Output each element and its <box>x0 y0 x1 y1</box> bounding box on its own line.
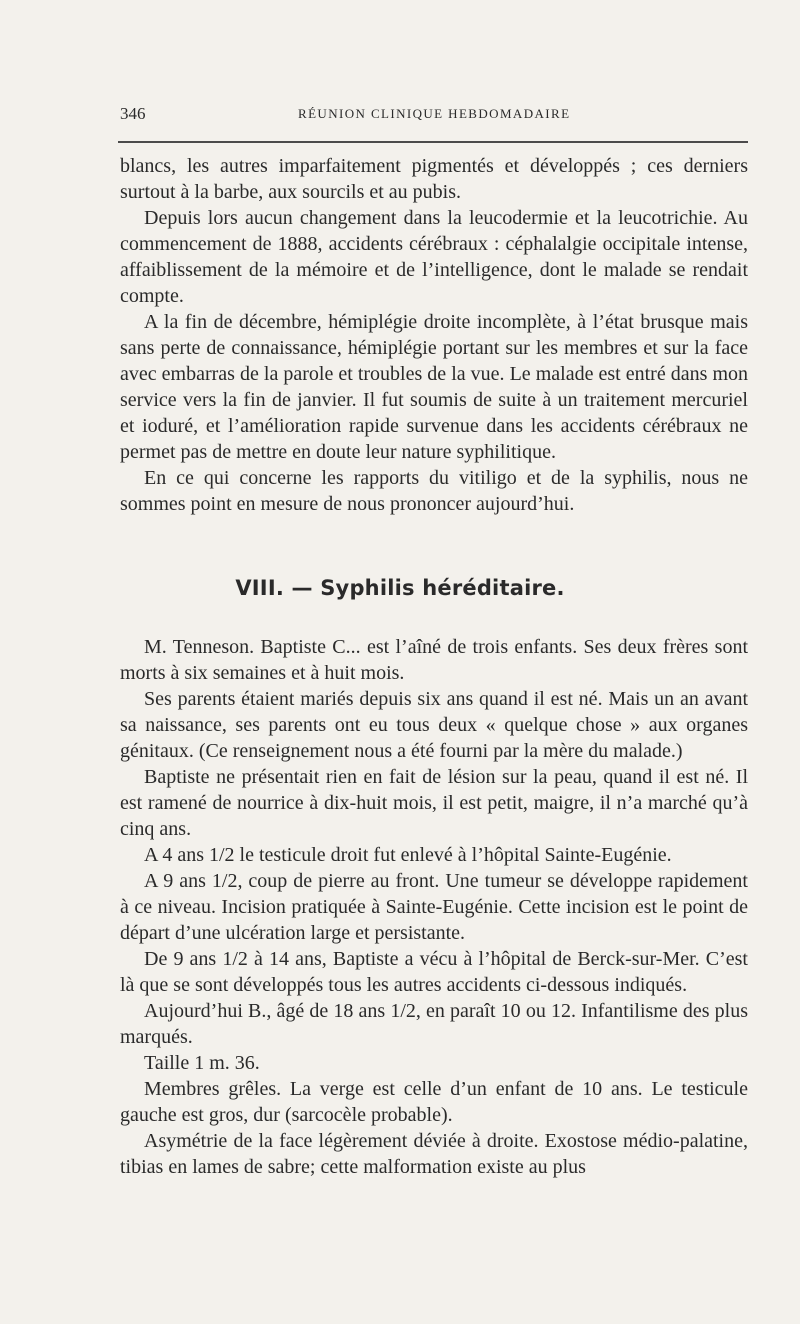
paragraph: En ce qui concerne les rapports du vitiligo et de la syphilis, nous ne sommes point en mesure de nous prononcer aujourd’hui. <box>120 467 748 515</box>
paragraph: Taille 1 m. 36. <box>144 1052 260 1074</box>
paragraph: A 9 ans 1/2, coup de pierre au front. Une tumeur se développe rapidement à ce niveau. Incision pratiquée à Sainte-Eugénie. Cette incision est le point de départ d’une ulcération large et persistante. <box>120 870 748 944</box>
paragraph: Baptiste ne présentait rien en fait de lésion sur la peau, quand il est né. Il est ramené de nourrice à dix-huit mois, il est petit, maigre, il n’a marché qu’à cinq ans. <box>120 766 748 840</box>
paragraph <box>120 634 748 686</box>
section-title: VIII. — Syphilis héréditaire. <box>235 576 565 600</box>
running-head: RÉUNION CLINIQUE HEBDOMADAIRE <box>298 106 571 121</box>
page-number: 346 <box>120 104 146 123</box>
paragraph: De 9 ans 1/2 à 14 ans, Baptiste a vécu à l’hôpital de Berck-sur-Mer. C’est là que se sont développés tous les autres accidents ci-dessous indiqués. <box>120 948 748 996</box>
paragraph: A 4 ans 1/2 le testicule droit fut enlevé à l’hôpital Sainte-Eugénie. <box>144 844 672 866</box>
page-header <box>120 104 748 130</box>
paragraph: A la fin de décembre, hémiplégie droite incomplète, à l’état brusque mais sans perte de connaissance, hémiplégie portant sur les membres et sur la face avec embarras de la parole et troubles de la vue. Le malade est entré dans mon service vers la fin de janvier. Il fut soumis de suite à un traitement mercuriel et ioduré, et l’amélioration rapide survenue dans les accidents cérébraux ne permet pas de mettre en doute leur nature syphilitique. <box>120 311 748 463</box>
paragraph: Aujourd’hui B., âgé de 18 ans 1/2, en paraît 10 ou 12. Infantilisme des plus marqués. <box>120 1000 748 1048</box>
paragraph: Membres grêles. La verge est celle d’un enfant de 10 ans. Le testicule gauche est gros, dur (sarcocèle probable). <box>120 1078 748 1126</box>
paragraph-text: Baptiste C... est l’aîné de trois enfants. Ses deux frères sont morts à six semaines et à huit mois. <box>120 636 748 684</box>
paragraph: Asymétrie de la face légèrement déviée à droite. Exostose médio-palatine, tibias en lames de sabre; cette malformation existe au plus <box>120 1130 748 1178</box>
paragraph: Depuis lors aucun changement dans la leucodermie et la leucotrichie. Au commencement de 1888, accidents cérébraux : céphalalgie occipitale intense, affaiblissement de la mémoire et de l’intelligence, dont le malade se rendait compte. <box>120 207 748 307</box>
paragraph: Ses parents étaient mariés depuis six ans quand il est né. Mais un an avant sa naissance, ses parents ont eu tous deux « quelque chose » aux organes génitaux. (Ce renseignement nous a été fourni par la mère du malade.) <box>120 688 748 762</box>
speaker-name: M. Tenneson. <box>144 636 255 658</box>
body-text-bottom <box>120 634 748 1180</box>
header-rule <box>118 141 748 143</box>
paragraph: blancs, les autres imparfaitement pigmentés et développés ; ces derniers surtout à la barbe, aux sourcils et au pubis. <box>120 155 748 203</box>
body-text-top <box>120 153 748 517</box>
